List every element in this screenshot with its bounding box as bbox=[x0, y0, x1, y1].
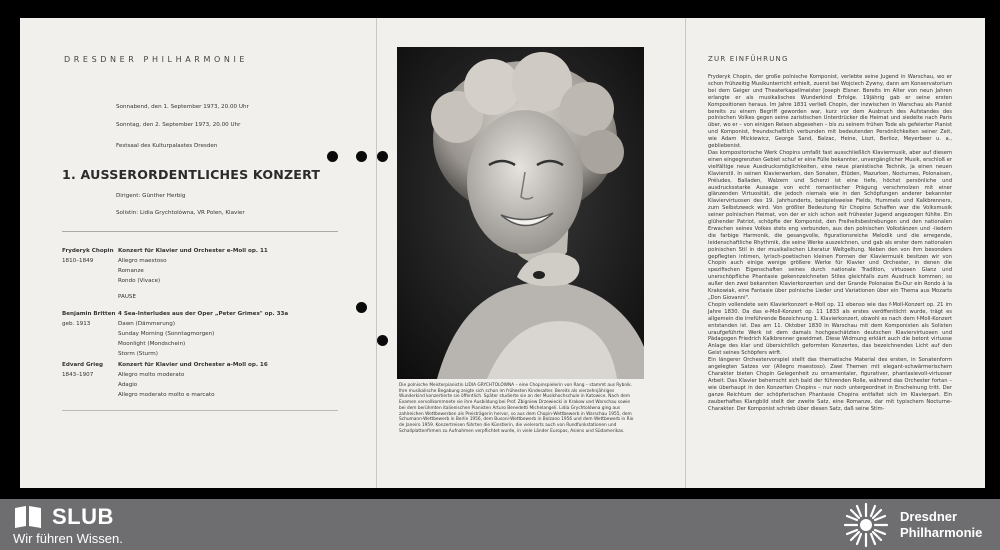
movement: Storm (Sturm) bbox=[118, 351, 158, 357]
footer-bar bbox=[0, 499, 1000, 550]
punch-hole bbox=[356, 302, 367, 313]
intro-heading: ZUR EINFÜHRUNG bbox=[708, 55, 789, 63]
movement: Moonlight (Mondschein) bbox=[118, 341, 186, 347]
punch-hole bbox=[327, 151, 338, 162]
work-title: 4 Sea-Interludes aus der Oper „Peter Grimes" op. 33a bbox=[118, 311, 289, 317]
movement: Adagio bbox=[118, 382, 138, 388]
intro-paragraph: Das kompositorische Werk Chopins umfaßt fast ausschließlich Klaviermusik, aber auf diesem einen eingegrenzten Gebiet schuf er eine Fülle bekannter, unvergänglicher Musik, erschloß er vielfältige neue Ausdrucksmöglichkeiten, eine neue pianistische Technik, ja einen neuen Klavierstil. In seinen Klavierwerken, den Sonaten, Etüden, Mazurken, Nocturnes, Polonaisen, Préludes, Balladen, Walzern und Scherzi ist eine tiefe, höchst persönliche und ausdrucksstarke Aussage von echt romantischer Prägung verschmolzen mit einer glänzenden Virtuosität, die jedoch niemals wie in den Schöpfungen anderer bekannter Klaviervirtuosen des 19. Jahrhunderts, beispielsweise Fields, Hummels und Kalkbrenners, zum Selbstzweck wird. Von größter Bedeutung für Chopins Schaffen war die Volksmusik seiner polnischen Heimat, von der er sich schon seit frühester Jugend angezogen fühlte. Ein glühender Patriot, schöpfte der Komponist, den Freiheitsbestrebungen und den nationalen Erwachen seines Volkes stets eng verbunden, aus den polnischen Volkstänzen und -liedern die farbige Harmonik, die gesangvolle, figurationsreiche Melodik und die erregende, leidenschaftliche Rhythmik, die seine Werke auszeichnen, und gab als erster dem nationalen polnischen Stil in der musikalischen Literatur Weltgeltung. Neben den von ihm besonders gepflegten intimen, lyrisch-poetischen kleinen Formen der Klaviermusik besitzen wir von Chopin auch einige wenige größere Werke für Klavier und Orchester, in denen die spezifischen Eigenschaften seines durch nationale Tradition, virtuosen Glanz und unerschöpfliche Phantasie gekennzeichneten Stiles gleichfalls zum Ausdruck kommen; so außer den zwei bekannten Klavierkonzerten und der Grande Polonaise Es-Dur ein Rondo à la Krakowiak, eine Fantasie über polnische Lieder und Variationen über ein Thema aus Mozarts „Don Giovanni". bbox=[708, 149, 952, 301]
photo-caption: Die polnische Meisterpianistin LIDIA GRYCHTOLÓWNA – eine Chopinspielerin von Rang – stammt aus Rybnik. Ihre musikalische Begabung zeigte sich schon im frühesten Kindesalter. Bereits als vierzehnjähriges Wunderkind konzertierte sie öffentlich. Später studierte sie an der Musikhochschule in Katowice. Nach dem Examen vervollkommnete sie ihre Ausbildung bei Prof. Zbigniew Drzewiecki in Krakow und Warschau sowie bei dem berühmten italienischen Pianisten Arturo Benedetti Michelangeli. Lidia Grychtolówna ging aus zahlreichen Wettbewerben als Preisträgerin hervor, so aus dem Chopin-Wettbewerb in Warschau 1955, dem Schumann-Wettbewerb in Berlin 1956, dem Busoni-Wettbewerb in Bolzano 1956 und dem Wettbewerb in Rio de Janeiro 1959. Konzertreisen führten die Künstlerin, die vielerorts auch von Rundfunkstationen und Schallplattenfirmen zu Aufnahmen verpflichtet wurde, in viele Länder Europas, Asiens und Südamerikas. bbox=[399, 383, 634, 434]
composer-dates: 1843–1907 bbox=[62, 372, 94, 378]
punch-hole bbox=[356, 151, 367, 162]
composer-chopin: Fryderyk Chopin bbox=[62, 248, 114, 254]
slub-logo-icon bbox=[13, 505, 43, 529]
separator-line bbox=[62, 231, 338, 232]
orchestra-name: DRESDNER PHILHARMONIE bbox=[64, 55, 249, 64]
slub-logo-text[interactable]: SLUB bbox=[52, 504, 114, 529]
philharmonie-sunburst-icon bbox=[843, 502, 889, 548]
composer-dates: 1810–1849 bbox=[62, 258, 94, 264]
movement: Sunday Morning (Sonntagmorgen) bbox=[118, 331, 215, 337]
philharmonie-name: Dresdner bbox=[900, 509, 958, 524]
intro-text bbox=[708, 74, 952, 412]
fold-line bbox=[685, 18, 686, 488]
composer-britten: Benjamin Britten bbox=[62, 311, 116, 317]
movement: Rondo (Vivace) bbox=[118, 278, 161, 284]
date-2: Sonntag, den 2. September 1973, 20.00 Uhr bbox=[116, 122, 241, 128]
conductor: Dirigent: Günther Herbig bbox=[116, 193, 186, 199]
composer-dates: geb. 1913 bbox=[62, 321, 91, 327]
intro-paragraph: Ein längerer Orchestervorspiel stellt das thematische Material des ersten, in Sonatenform angelegten Satzes vor (Allegro maestoso). Zwei Themen mit elegant-schwärmerischem Charakter bieten Chopin Gelegenheit zu ornamentaler, figurativer, phantasievoll-virtuoser Arbeit. Das Klavier beherrscht sich bald der führenden Rolle, während das Orchester fortan – wie überhaupt in den Konzerten Chopins – nur noch untergeordnet in Erscheinung tritt. Der ganze Reichtum der schöpferischen Phantasie Chopins entfaltet sich im Klavierpart. Ein zauberhaftes Klangbild stellt der zweite Satz, eine Romanze, dar mit typischem Nocturne-Charakter. Der Komponist schrieb über diesen Satz, daß seine Stim- bbox=[708, 357, 952, 412]
concert-title: 1. AUSSERORDENTLICHES KONZERT bbox=[62, 167, 321, 182]
pause-label: PAUSE bbox=[118, 294, 137, 300]
philharmonie-name: Philharmonie bbox=[900, 525, 983, 540]
punch-hole bbox=[377, 151, 388, 162]
venue: Festsaal des Kulturpalastes Dresden bbox=[116, 143, 218, 149]
movement: Allegro maestoso bbox=[118, 258, 167, 264]
movement: Allegro moderato molto e marcato bbox=[118, 392, 215, 398]
intro-paragraph: Fryderyk Chopin, der große polnische Komponist, verlebte seine Jugend in Warschau, wo er schon frühzeitig Musikunterricht erhielt, zuerst bei Wojciech Zywny, dann am Konservatorium bei dem Geiger und Theaterkapellmeister Joseph Elsner. Bereits im Alter von neun Jahren erlangte er als musikalisches Wunderkind Erfolge. 19jährig gab er seine ersten Kompositionen heraus. Im Jahre 1831 verließ Chopin, der inzwischen in Warschau als Pianist bereits zu einem Begriff geworden war, kurz vor dem Ausbruch des Aufstandes des polnischen Volkes gegen seine zaristischen Unterdrücker die Heimat und siedelte nach Paris über, wo er – von einigen Reisen abgesehen – bis zu seinem frühen Tode als gefeierter Pianist und Komponist, freundschaftlich verbunden mit bedeutenden Persönlichkeiten seiner Zeit, wie Adam Mickiewicz, George Sand, Balzac, Heine, Liszt, Berlioz, Meyerbeer u. a., gebliebenist. bbox=[708, 74, 952, 150]
slub-tagline: Wir führen Wissen. bbox=[13, 531, 123, 546]
date-1: Sonnabend, den 1. September 1973, 20.00 Uhr bbox=[116, 104, 249, 110]
movement: Romanze bbox=[118, 268, 144, 274]
work-title: Konzert für Klavier und Orchester a-Moll op. 16 bbox=[118, 362, 268, 368]
fold-line bbox=[376, 18, 377, 488]
movement: Allegro molto moderato bbox=[118, 372, 185, 378]
separator-line bbox=[62, 410, 338, 411]
intro-paragraph: Chopin vollendete sein Klavierkonzert e-Moll op. 11 ebenso wie das f-Moll-Konzert op. 21 im Jahre 1830. Da das e-Moll-Konzert op. 11 1833 als erstes veröffentlicht wurde, trägt es allgemein die irreführende Bezeichnung 1. Klavierkonzert, obwohl es nach dem f-Moll-Konzert entstanden ist. Das am 11. Oktober 1830 in Warschau mit dem Komponisten als Solisten uraufgeführte Werk ist dem damals hochgeschätzten deutschen Klaviervirtuosen und Pädagogen Friedrich Kalkbrenner gewidmet. Diese Widmung erklärt auch die betont virtuose Anlage des klar und übersichtlich geformten Konzertes, das bezeichnendes Licht auf den Geist seines Schöpfers wirft. bbox=[708, 301, 952, 357]
work-title: Konzert für Klavier und Orchester e-Moll op. 11 bbox=[118, 248, 268, 254]
pianist-photo bbox=[397, 47, 644, 379]
punch-hole bbox=[377, 335, 388, 346]
movement: Dawn (Dämmerung) bbox=[118, 321, 176, 327]
composer-grieg: Edvard Grieg bbox=[62, 362, 104, 368]
soloist: Solistin: Lidia Grychtolówna, VR Polen, Klavier bbox=[116, 210, 245, 216]
